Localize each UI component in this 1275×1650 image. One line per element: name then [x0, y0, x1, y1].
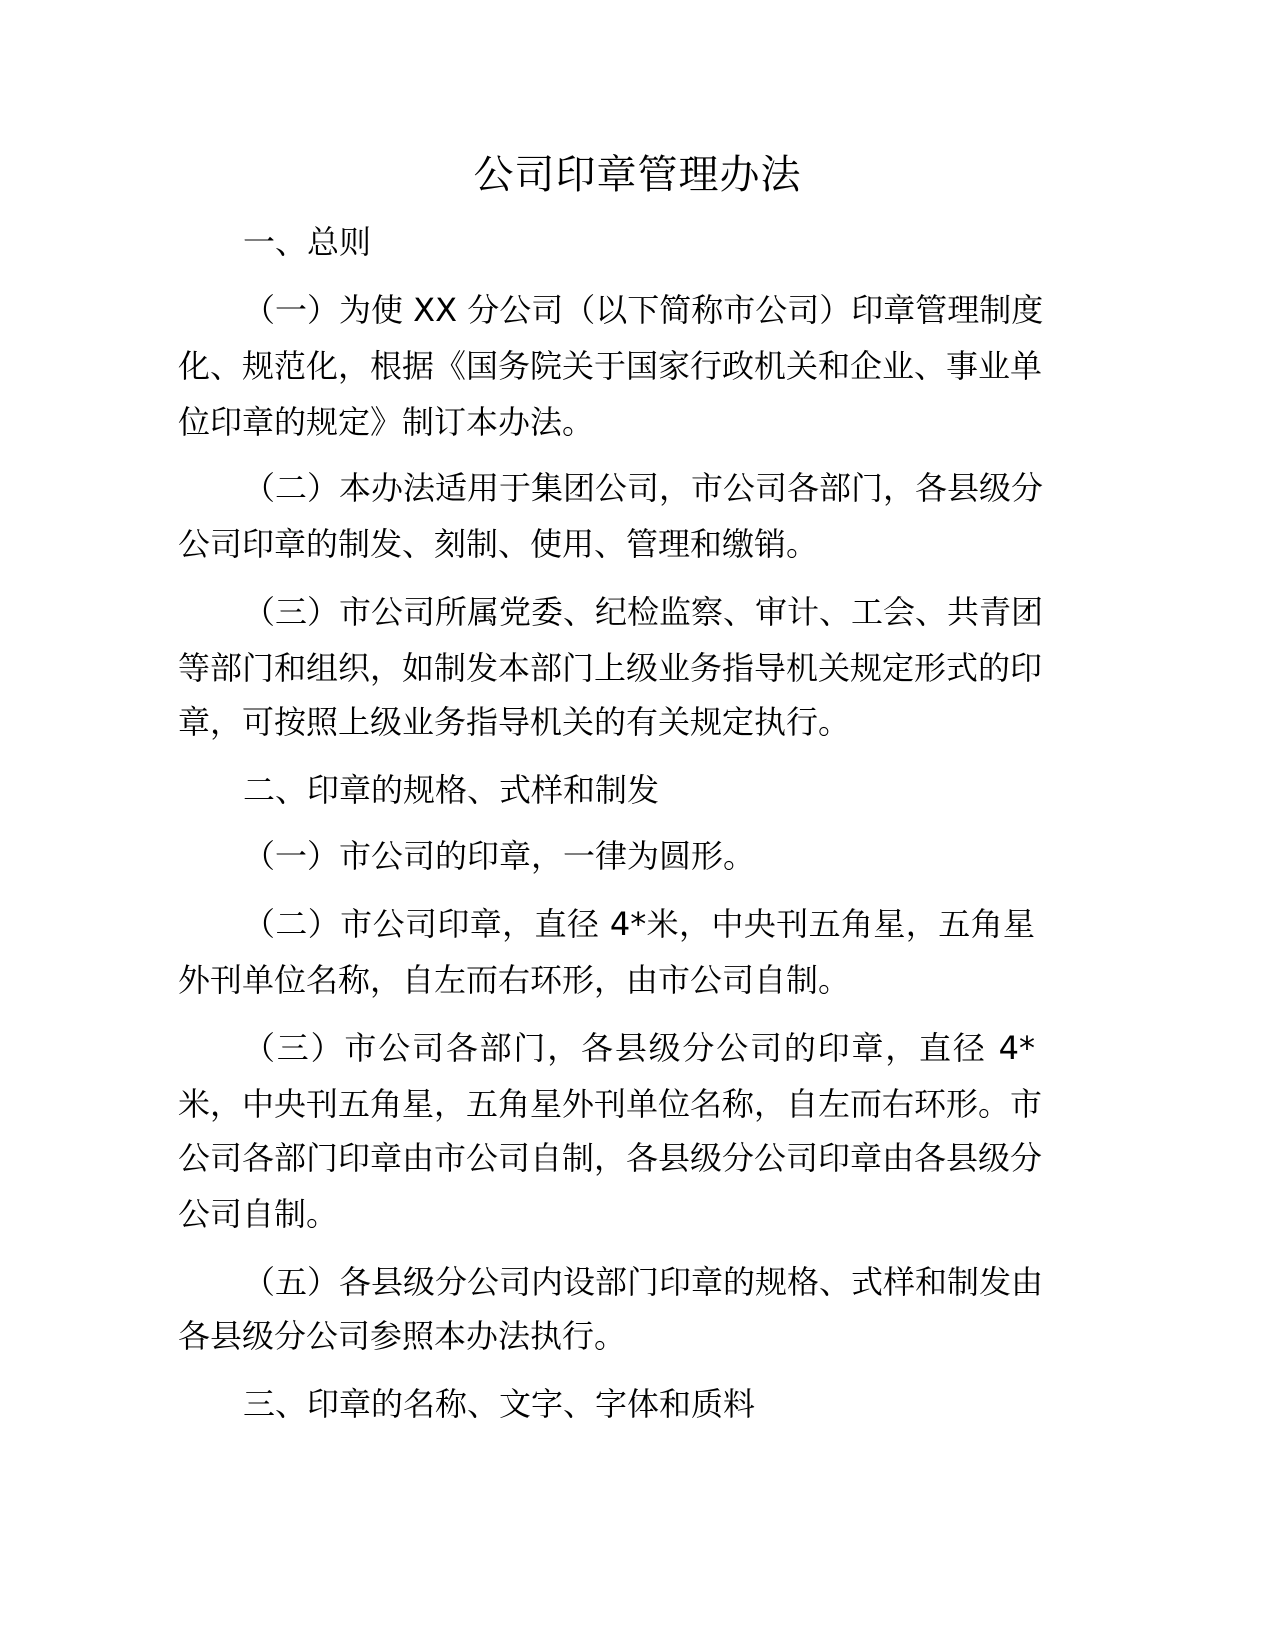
paragraph-line: 公司自制。 — [178, 1195, 339, 1233]
paragraph-line: 化、规范化，根据《国务院关于国家行政机关和企业、事业单 — [178, 347, 1043, 385]
section-heading-names: 三、印章的名称、文字、字体和质料 — [243, 1385, 756, 1423]
paragraph-line: （三）市公司各部门，各县级分公司的印章，直径 4* — [243, 1029, 1035, 1067]
paragraph-line: （二）市公司印章，直径 4*米，中央刊五角星，五角星 — [243, 905, 1035, 943]
paragraph-line: （三）市公司所属党委、纪检监察、审计、工会、共青团 — [243, 593, 1044, 631]
paragraph-line: 章，可按照上级业务指导机关的有关规定执行。 — [178, 703, 851, 741]
document-title: 公司印章管理办法 — [473, 152, 802, 198]
paragraph-line: （一）市公司的印章，一律为圆形。 — [243, 837, 756, 875]
paragraph-line: 等部门和组织，如制发本部门上级业务指导机关规定形式的印 — [178, 649, 1043, 687]
paragraph-line: 米，中央刊五角星，五角星外刊单位名称，自左而右环形。市 — [178, 1085, 1043, 1123]
paragraph-line: （二）本办法适用于集团公司，市公司各部门，各县级分 — [243, 469, 1044, 507]
paragraph-line: 公司印章的制发、刻制、使用、管理和缴销。 — [178, 525, 819, 563]
paragraph-line: 外刊单位名称，自左而右环形，由市公司自制。 — [178, 961, 851, 999]
paragraph-line: 公司各部门印章由市公司自制，各县级分公司印章由各县级分 — [178, 1139, 1043, 1177]
paragraph-line: 位印章的规定》制订本办法。 — [178, 403, 595, 441]
section-heading-specs: 二、印章的规格、式样和制发 — [243, 771, 660, 809]
paragraph-line: （五）各县级分公司内设部门印章的规格、式样和制发由 — [243, 1263, 1044, 1301]
section-heading-general: 一、总则 — [243, 223, 372, 261]
paragraph-line: （一）为使 XX 分公司（以下简称市公司）印章管理制度 — [243, 291, 1044, 329]
paragraph-line: 各县级分公司参照本办法执行。 — [178, 1317, 627, 1355]
